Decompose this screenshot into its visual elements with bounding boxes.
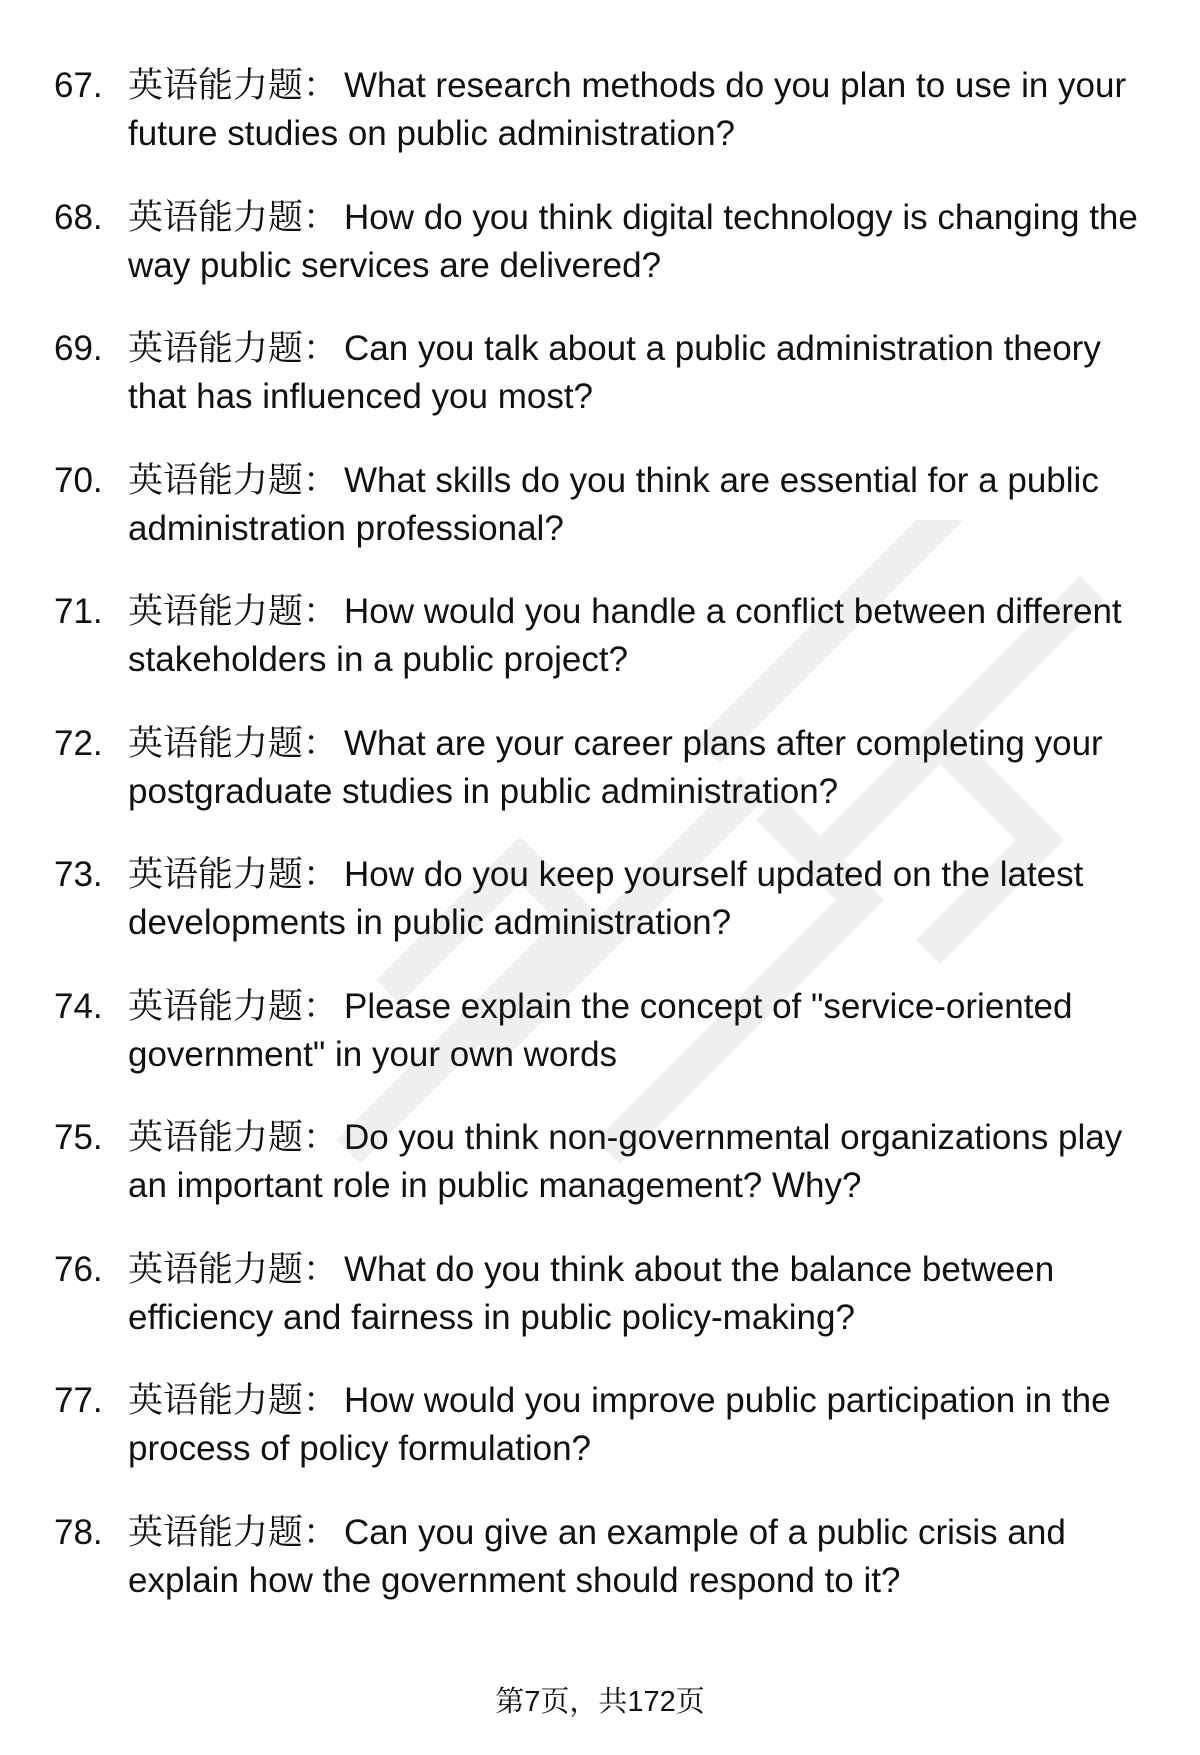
question-body xyxy=(128,194,1164,290)
question-text: How would you improve public participation in the process of policy formulation? xyxy=(128,1381,1111,1468)
question-text: Please explain the concept of "service-oriented government" in your own words xyxy=(128,986,1073,1074)
question-text: How do you think digital technology is changing the way public services are delivered? xyxy=(128,197,1138,285)
question-tag: 英语能力题： xyxy=(128,723,339,763)
page-footer xyxy=(0,1684,1200,1720)
question-item xyxy=(54,588,1164,720)
question-body xyxy=(128,983,1164,1079)
question-text: Do you think non-governmental organizations play an important role in public management? Why? xyxy=(128,1118,1123,1205)
question-number: 71. xyxy=(54,592,103,631)
question-tag: 英语能力题： xyxy=(128,66,339,105)
question-body xyxy=(128,325,1164,421)
question-text: What research methods do you plan to use in your future studies on public administration? xyxy=(128,66,1127,153)
question-number: 73. xyxy=(54,855,103,894)
question-tag: 英语能力题： xyxy=(128,855,339,894)
question-number: 72. xyxy=(54,723,103,763)
question-item xyxy=(54,1114,1164,1246)
question-list xyxy=(54,62,1164,1640)
question-number: 74. xyxy=(54,986,103,1026)
question-tag: 英语能力题： xyxy=(128,1381,339,1420)
question-tag: 英语能力题： xyxy=(128,592,339,631)
question-tag: 英语能力题： xyxy=(128,1512,339,1552)
question-number: 68. xyxy=(54,197,103,237)
question-body xyxy=(128,457,1164,553)
question-tag: 英语能力题： xyxy=(128,329,339,368)
question-tag: 英语能力题： xyxy=(128,197,339,237)
question-number: 70. xyxy=(54,460,103,500)
question-body xyxy=(128,62,1164,158)
question-number: 76. xyxy=(54,1249,103,1289)
question-text: What are your career plans after completing your postgraduate studies in public administration? xyxy=(128,723,1103,811)
question-item xyxy=(54,983,1164,1115)
question-body xyxy=(128,1377,1164,1473)
question-number: 77. xyxy=(54,1381,103,1420)
question-item xyxy=(54,720,1164,852)
question-text: What do you think about the balance between efficiency and fairness in public policy-making? xyxy=(128,1249,1055,1337)
question-item xyxy=(54,1246,1164,1378)
question-item xyxy=(54,1377,1164,1509)
question-text: What skills do you think are essential for a public administration professional? xyxy=(128,460,1099,548)
question-tag: 英语能力题： xyxy=(128,1249,339,1289)
question-body xyxy=(128,720,1164,816)
question-body xyxy=(128,588,1164,684)
question-tag: 英语能力题： xyxy=(128,460,339,500)
question-number: 67. xyxy=(54,66,103,105)
question-number: 78. xyxy=(54,1512,103,1552)
question-body xyxy=(128,1114,1164,1210)
question-item xyxy=(54,325,1164,457)
question-tag: 英语能力题： xyxy=(128,986,339,1026)
question-item xyxy=(54,62,1164,194)
question-text: How would you handle a conflict between different stakeholders in a public project? xyxy=(128,592,1122,679)
question-text: Can you give an example of a public crisis and explain how the government should respond to it? xyxy=(128,1512,1066,1600)
question-number: 75. xyxy=(54,1118,103,1157)
question-body xyxy=(128,1509,1164,1605)
question-body xyxy=(128,851,1164,947)
question-item xyxy=(54,457,1164,589)
question-item xyxy=(54,194,1164,326)
question-number: 69. xyxy=(54,329,103,368)
question-text: Can you talk about a public administration theory that has influenced you most? xyxy=(128,329,1101,416)
question-tag: 英语能力题： xyxy=(128,1118,339,1157)
question-text: How do you keep yourself updated on the latest developments in public administration? xyxy=(128,855,1084,942)
question-item xyxy=(54,1509,1164,1641)
page-number-label: 第7页，共172页 xyxy=(495,1686,705,1718)
question-item xyxy=(54,851,1164,983)
question-body xyxy=(128,1246,1164,1342)
